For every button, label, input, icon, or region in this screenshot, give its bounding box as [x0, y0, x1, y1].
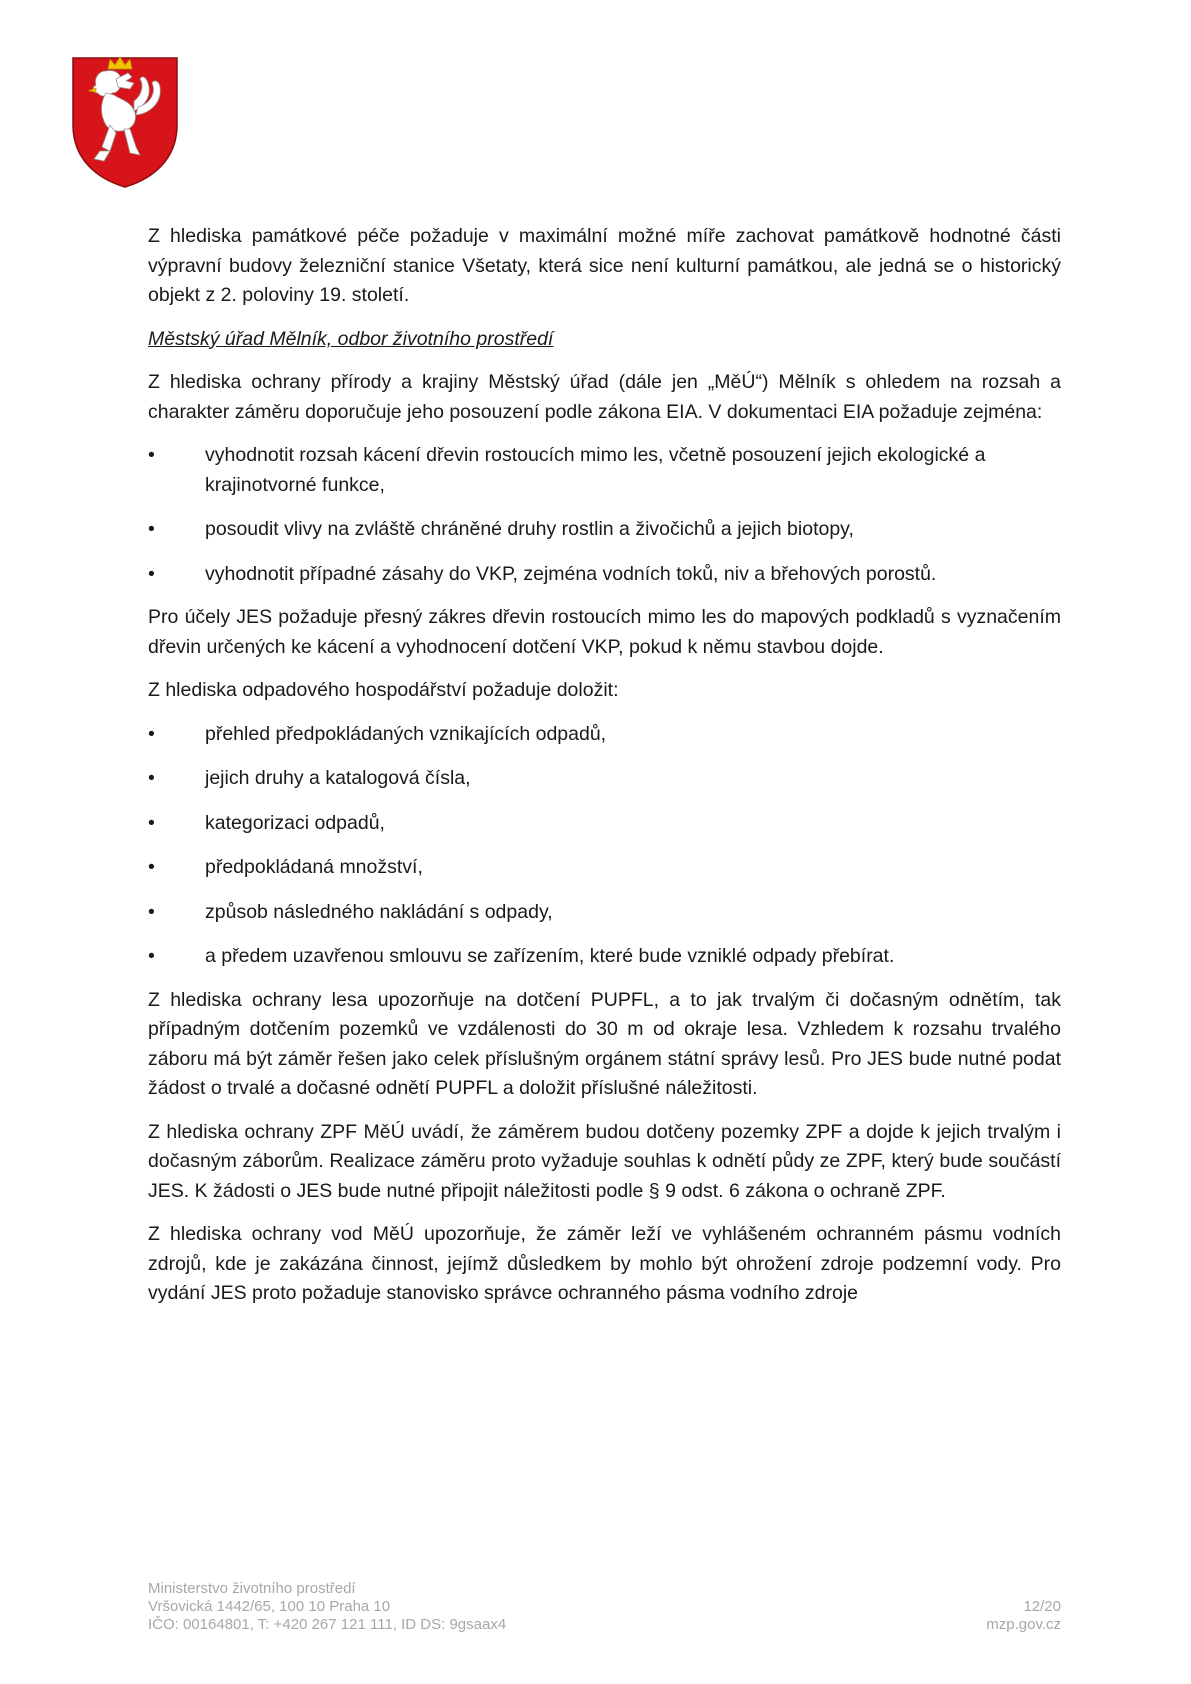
- letter-body: [148, 222, 1061, 1323]
- bullet-icon: •: [148, 562, 155, 585]
- bullet-icon: •: [148, 900, 155, 923]
- bullet-icon: •: [148, 811, 155, 834]
- list-item: • kategorizaci odpadů,: [148, 809, 1061, 839]
- bullet-icon: •: [148, 945, 155, 967]
- list-item: • vyhodnotit rozsah kácení dřevin rostoucích mimo les, včetně posouzení jejich ekologické a krajinotvorné funkce,: [148, 441, 1061, 500]
- bullet-icon: •: [148, 767, 155, 789]
- footer-website: mzp.gov.cz: [986, 1616, 1061, 1633]
- waste-requirements-list: [148, 720, 1061, 972]
- list-item: • předpokládaná množství,: [148, 853, 1061, 883]
- paragraph-waste-management: Z hlediska odpadového hospodářství požaduje doložit:: [148, 679, 619, 701]
- bullet-icon: •: [148, 444, 155, 466]
- footer-address: Vršovická 1442/65, 100 10 Praha 10: [148, 1598, 391, 1615]
- list-item: • jejich druhy a katalogová čísla,: [148, 764, 1061, 794]
- footer-right: [986, 1598, 1061, 1634]
- paragraph-monument-care: Z hlediska památkové péče požaduje v maximální možné míře zachovat památkově hodnotné části výpravní budovy železniční stanice Všetaty, která sice není kulturní památkou, ale jedná se o historický objekt z 2. poloviny 19. století.: [148, 225, 1061, 306]
- paragraph-jes-trees: Pro účely JES požaduje přesný zákres dřevin rostoucích mimo les do mapových podkladů s vyznačením dřevin určených ke kácení a vyhodnocení dotčení VKP, pokud k němu stavbou dojde.: [148, 606, 1061, 658]
- paragraph-agricultural-land: Z hlediska ochrany ZPF MěÚ uvádí, že záměrem budou dotčeny pozemky ZPF a dojde k jejich trvalým i dočasným záborům. Realizace záměru proto vyžaduje souhlas k odnětí půdy ze ZPF, který bude součástí JES. K žádosti o JES bude nutné připojit náležitosti podle § 9 odst. 6 zákona o ochraně ZPF.: [148, 1120, 1061, 1202]
- bullet-icon: •: [148, 856, 155, 878]
- bullet-icon: •: [148, 722, 155, 745]
- list-item: • a předem uzavřenou smlouvu se zařízením, které bude vzniklé odpady přebírat.: [148, 942, 1061, 972]
- page-number: 12/20: [1023, 1598, 1061, 1615]
- page-footer: [148, 1580, 1061, 1634]
- czech-coat-of-arms-icon: [70, 55, 180, 189]
- footer-organization: Ministerstvo životního prostředí: [148, 1580, 356, 1597]
- list-item: • vyhodnotit případné zásahy do VKP, zejména vodních toků, niv a břehových porostů.: [148, 560, 1061, 590]
- paragraph-water-protection: Z hlediska ochrany vod MěÚ upozorňuje, že záměr leží ve vyhlášeném ochranném pásmu vodních zdrojů, kde je zakázána činnost, jejímž důsledkem by mohlo být ohrožení zdroje podzemní vody. Pro vydání JES proto požaduje stanovisko správce ochranného pásma vodního zdroje: [148, 1223, 1061, 1304]
- footer-ids: IČO: 00164801, T: +420 267 121 111, ID DS: 9gsaax4: [148, 1616, 507, 1633]
- paragraph-forest-protection: Z hlediska ochrany lesa upozorňuje na dotčení PUPFL, a to jak trvalým či dočasným odnětím, tak případným dotčením pozemků ve vzdálenosti do 30 m od okraje lesa. Vzhledem k rozsahu trvalého záboru má být záměr řešen jako celek příslušným orgánem státní správy lesů. Pro JES bude nutné podat žádost o trvalé a dočasné odnětí PUPFL a doložit příslušné náležitosti.: [148, 988, 1061, 1099]
- section-heading-meu-melnik: Městský úřad Mělník, odbor životního prostředí: [148, 327, 554, 350]
- list-item: • posoudit vlivy na zvláště chráněné druhy rostlin a živočichů a jejich biotopy,: [148, 515, 1061, 545]
- paragraph-nature-protection: Z hlediska ochrany přírody a krajiny Městský úřad (dále jen „MěÚ“) Mělník s ohledem na rozsah a charakter záměru doporučuje jeho posouzení podle zákona EIA. V dokumentaci EIA požaduje zejména:: [148, 371, 1061, 423]
- list-item: • způsob následného nakládání s odpady,: [148, 898, 1061, 928]
- bullet-icon: •: [148, 518, 155, 540]
- eia-requirements-list: [148, 441, 1061, 589]
- list-item: • přehled předpokládaných vznikajících odpadů,: [148, 720, 1061, 750]
